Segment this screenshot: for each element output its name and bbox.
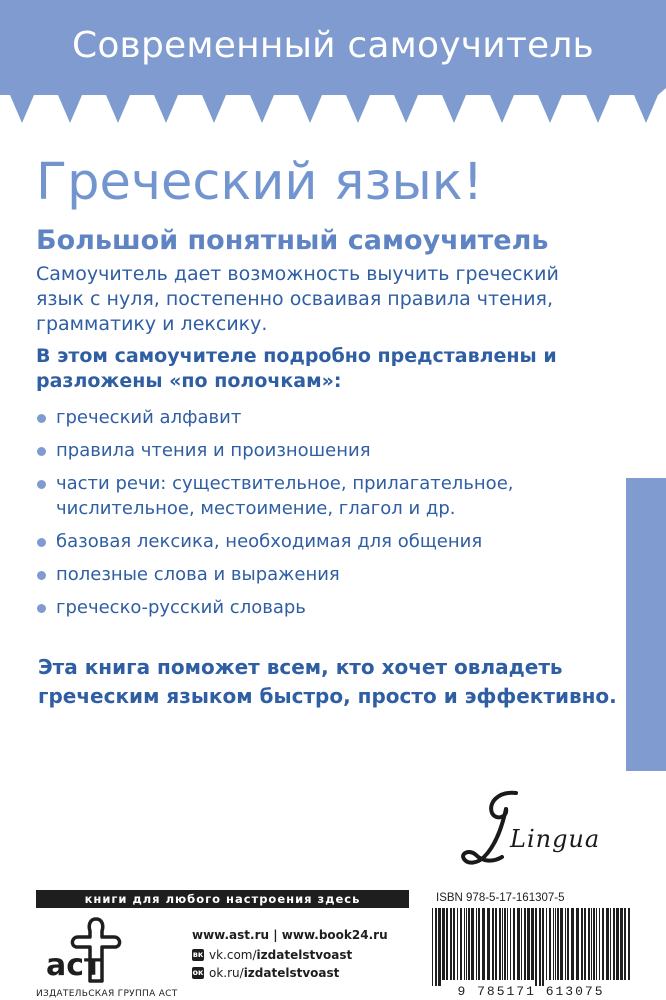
barcode-bar xyxy=(468,908,470,980)
barcode-bar xyxy=(487,908,490,980)
barcode-bar xyxy=(521,908,522,980)
barcode-bar xyxy=(478,908,480,980)
barcode-bar xyxy=(557,908,559,980)
barcode-bar xyxy=(546,908,547,980)
bullet-icon xyxy=(37,538,46,547)
ast-logo-text: аст xyxy=(46,948,102,983)
barcode-bar xyxy=(596,908,597,980)
barcode-bar xyxy=(588,908,590,980)
barcode-bar xyxy=(438,908,441,986)
feature-item xyxy=(36,405,621,430)
vk-icon: вк xyxy=(192,950,204,959)
barcode-bar xyxy=(531,908,534,980)
barcode-bar xyxy=(510,908,511,980)
barcode-bar xyxy=(504,908,506,980)
barcode-bar xyxy=(628,908,630,980)
bullet-icon xyxy=(37,414,46,423)
barcode-bar xyxy=(599,908,600,980)
bullet-icon xyxy=(37,604,46,613)
barcode-bar xyxy=(460,908,462,980)
bullet-icon xyxy=(37,571,46,580)
barcode-bar xyxy=(442,908,445,980)
ast-cross-icon xyxy=(40,915,160,987)
ast-logo xyxy=(40,915,160,1000)
barcode-bar xyxy=(616,908,619,980)
vk-handle: izdatelstvoast xyxy=(256,948,353,962)
barcode-number: 9 785171 613075 xyxy=(457,984,605,999)
feature-item xyxy=(36,438,621,463)
ok-icon: ок xyxy=(192,968,204,977)
bullet-icon xyxy=(37,447,46,456)
barcode-bar xyxy=(432,908,433,986)
barcode-bar xyxy=(535,908,537,986)
bullet-icon xyxy=(37,480,46,489)
barcode-bar xyxy=(591,908,592,980)
barcode-bar xyxy=(464,908,465,980)
ok-prefix: ok.ru/ xyxy=(209,966,244,980)
barcode-bar xyxy=(620,908,623,980)
vk-link[interactable] xyxy=(192,948,352,962)
barcode-bar xyxy=(593,908,595,980)
barcode-bar xyxy=(565,908,566,980)
vk-prefix: vk.com/ xyxy=(209,948,257,962)
intro-paragraph: Самоучитель дает возможность выучить греческий язык с нуля, постепенно осваивая правила чтения, грамматику и лексику. xyxy=(36,263,559,335)
barcode-bar xyxy=(507,908,508,980)
barcode-bar xyxy=(606,908,609,980)
side-color-bar xyxy=(626,478,666,771)
barcode-bar xyxy=(581,908,583,980)
book-subtitle: Большой понятный самоучитель xyxy=(36,225,549,256)
barcode-bar xyxy=(450,908,452,980)
barcode-bar xyxy=(495,908,497,980)
features-lead: В этом самоучителе подробно представлены и разложены «по полочкам»: xyxy=(36,345,557,392)
barcode-bar xyxy=(555,908,556,980)
barcode-bar xyxy=(527,908,530,980)
publisher-sites[interactable]: www.ast.ru | www.book24.ru xyxy=(192,928,388,942)
book-title: Греческий язык! xyxy=(36,153,484,212)
barcode-bar xyxy=(471,908,474,980)
feature-text: полезные слова и выражения xyxy=(56,564,340,585)
barcode-bar xyxy=(492,908,494,980)
barcode-bar xyxy=(624,908,626,980)
feature-text: части речи: существительное, прилагательное, числительное, местоимение, глагол и др. xyxy=(56,473,514,519)
barcode-bar xyxy=(610,908,611,980)
barcode-bar xyxy=(539,908,541,986)
barcode-bar xyxy=(584,908,586,980)
ok-link[interactable] xyxy=(192,966,339,980)
feature-item xyxy=(36,529,621,554)
barcode-bar xyxy=(466,908,467,980)
barcode-bar xyxy=(576,908,579,980)
feature-text: греческий алфавит xyxy=(56,407,242,428)
barcode-bar xyxy=(571,908,574,980)
barcode-bar xyxy=(560,908,563,980)
barcode-bar xyxy=(446,908,448,980)
lingua-logo-text: Lingua xyxy=(510,825,601,853)
closing-statement: Эта книга поможет всем, кто хочет овладеть греческим языком быстро, просто и эффективно. xyxy=(38,655,617,708)
series-title: Современный самоучитель xyxy=(72,25,594,66)
feature-item xyxy=(36,562,621,587)
barcode-bar xyxy=(613,908,615,980)
feature-text: греческо-русский словарь xyxy=(56,597,306,618)
barcode-bar xyxy=(517,908,520,980)
features-list xyxy=(36,405,621,628)
isbn-barcode xyxy=(426,908,636,986)
feature-text: правила чтения и произношения xyxy=(56,440,371,461)
barcode-bar xyxy=(542,908,544,986)
lingua-logo xyxy=(458,787,608,873)
barcode-bar xyxy=(602,908,604,980)
barcode-bar xyxy=(476,908,477,980)
barcode-bar xyxy=(524,908,526,980)
barcode-bar xyxy=(513,908,515,980)
barcode-bar xyxy=(502,908,503,980)
ok-handle: izdatelstvoast xyxy=(243,966,340,980)
isbn-label: ISBN 978-5-17-161307-5 xyxy=(436,892,565,904)
barcode-bar xyxy=(567,908,569,980)
feature-item xyxy=(36,595,621,620)
barcode-bar xyxy=(549,908,551,980)
barcode-bar xyxy=(435,908,437,986)
feature-text: базовая лексика, необходимая для общения xyxy=(56,531,483,552)
feature-item xyxy=(36,471,621,521)
publisher-slogan: книги для любого настроения здесь xyxy=(36,890,409,908)
barcode-bar xyxy=(482,908,485,980)
barcode-bar xyxy=(499,908,501,980)
barcode-bar xyxy=(553,908,554,980)
barcode-bar xyxy=(453,908,455,980)
publisher-name: ИЗДАТЕЛЬСКАЯ ГРУППА АСТ xyxy=(36,989,178,999)
barcode-bar xyxy=(457,908,458,980)
